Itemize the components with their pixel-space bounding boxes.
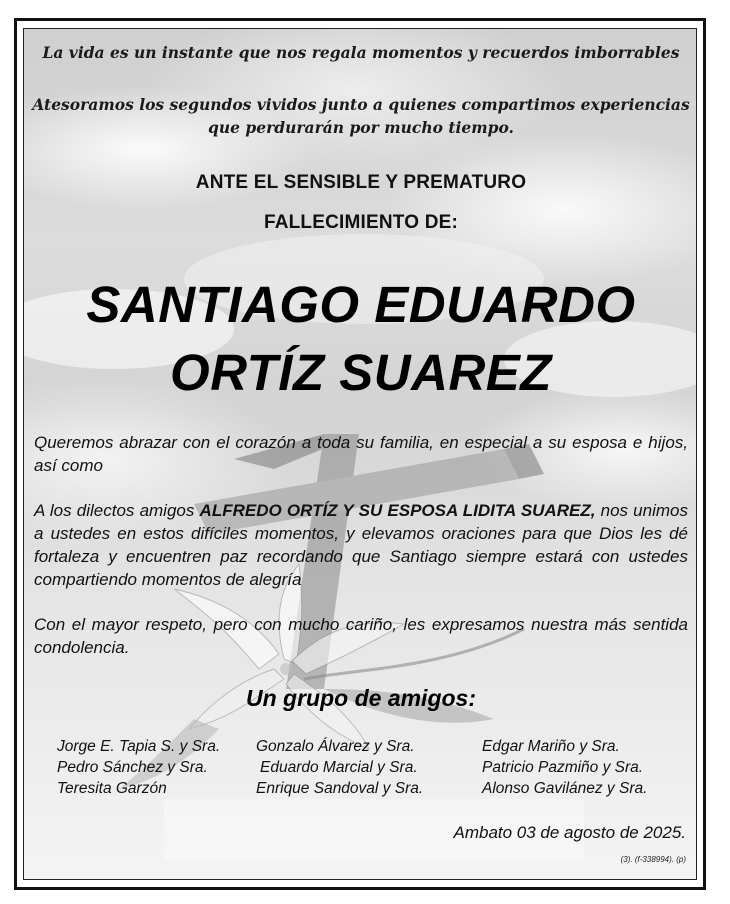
notice-panel bbox=[23, 28, 697, 880]
signatory: Teresita Garzón bbox=[57, 780, 167, 797]
paragraph-2-rest: nos unimos a ustedes en estos difíciles momentos, y elevamos oraciones para que Dios les dé fortaleza y encuentren paz recordando que Santiago siempre estará con ustedes compartiendo momentos de alegría bbox=[34, 501, 688, 589]
signatories-column-3 bbox=[482, 736, 647, 799]
publication-reference: (3). (f-338994). (p) bbox=[620, 855, 686, 864]
verse-line-1: La vida es un instante que nos regala momentos y recuerdos imborrables bbox=[42, 43, 680, 62]
signatories-column-1 bbox=[57, 736, 220, 799]
signatory: Pedro Sánchez y Sra. bbox=[57, 759, 208, 776]
signatories-column-2 bbox=[256, 736, 423, 799]
deceased-name-line-2: ORTÍZ SUAREZ bbox=[170, 344, 552, 401]
verse-line-2: Atesoramos los segundos vividos junto a quienes compartimos experiencias bbox=[32, 95, 690, 114]
signatory: Edgar Mariño y Sra. bbox=[482, 738, 620, 755]
announcement-line-1: ANTE EL SENSIBLE Y PREMATURO bbox=[195, 172, 527, 193]
deceased-name-line-1: SANTIAGO EDUARDO bbox=[86, 276, 636, 333]
group-title: Un grupo de amigos: bbox=[246, 685, 476, 711]
signatory: Patricio Pazmiño y Sra. bbox=[482, 759, 644, 776]
verse-line-3: que perdurarán por mucho tiempo. bbox=[208, 118, 514, 137]
announcement-line-2: FALLECIMIENTO DE: bbox=[263, 212, 459, 233]
condolence-paragraph-3: Con el mayor respeto, pero con mucho cariño, les expresamos nuestra más sentida condolencia. bbox=[34, 615, 688, 657]
signatory: Eduardo Marcial y Sra. bbox=[260, 759, 418, 776]
condolence-paragraph-2 bbox=[34, 499, 688, 591]
place-and-date: Ambato 03 de agosto de 2025. bbox=[453, 823, 686, 842]
signatory: Enrique Sandoval y Sra. bbox=[256, 780, 424, 797]
signatory: Alonso Gavilánez y Sra. bbox=[482, 780, 648, 797]
signatory: Gonzalo Álvarez y Sra. bbox=[256, 738, 415, 755]
condolence-paragraph-1: Queremos abrazar con el corazón a toda su familia, en especial a su esposa e hijos, así como bbox=[34, 433, 688, 475]
friends-names: ALFREDO ORTÍZ Y SU ESPOSA LIDITA SUAREZ, bbox=[199, 501, 596, 520]
signatory: Jorge E. Tapia S. y Sra. bbox=[57, 738, 221, 755]
paragraph-2-intro: A los dilectos amigos bbox=[34, 501, 195, 520]
